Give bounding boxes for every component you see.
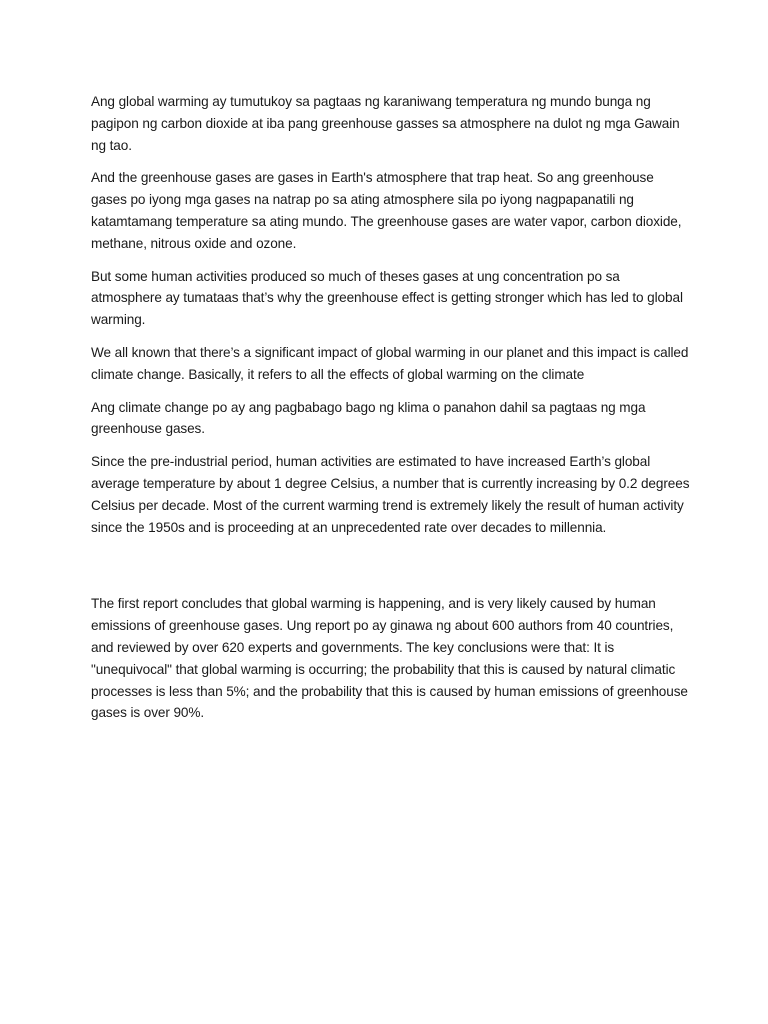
paragraph-climate-change-impact: We all known that there’s a significant impact of global warming in our planet and this impact is called climate change. Basically, it refers to all the effects of global warming on the climate [91, 344, 689, 382]
paragraph-pre-industrial-warming: Since the pre-industrial period, human activities are estimated to have increased Earth’s global average temperature by about 1 degree Celsius, a number that is currently increasing by 0.2 degrees Celsius per decade. Most of the current warming trend is extremely likely the result of human activity since the 1950s and is proceeding at an unprecedented rate over decades to millennia. [91, 454, 690, 535]
paragraph-human-activities: But some human activities produced so much of theses gases at ung concentration po sa atmosphere ay tumataas that’s why the greenhouse effect is getting stronger which has led to global warming. [91, 268, 683, 328]
paragraph-global-warming-definition: Ang global warming ay tumutukoy sa pagtaas ng karaniwang temperatura ng mundo bunga ng pagipon ng carbon dioxide at iba pang greenhouse gasses sa atmosphere na dulot ng mga Gawain ng tao. [91, 94, 680, 153]
paragraph-climate-change-definition: Ang climate change po ay ang pagbabago bago ng klima o panahon dahil sa pagtaas ng mga greenhouse gases. [91, 399, 646, 437]
paragraph-first-report: The first report concludes that global warming is happening, and is very likely caused by human emissions of greenhouse gases. Ung report po ay ginawa ng about 600 authors from 40 countries, and reviewed by over 620 experts and governments. The key conclusions were that: It is "unequivocal" that global warming is occurring; the probability that this is caused by natural climatic processes is less than 5%; and the probability that this is caused by human emissions of greenhouse gases is over 90%. [91, 596, 688, 721]
paragraph-greenhouse-gases: And the greenhouse gases are gases in Earth's atmosphere that trap heat. So ang greenhouse gases po iyong mga gases na natrap po sa ating atmosphere sila po iyong nagpapanatili ng katamtamang temperature sa ating mundo. The greenhouse gases are water vapor, carbon dioxide, methane, nitrous oxide and ozone. [91, 170, 682, 251]
paragraph-spacer [91, 549, 691, 593]
document-body [91, 91, 691, 735]
